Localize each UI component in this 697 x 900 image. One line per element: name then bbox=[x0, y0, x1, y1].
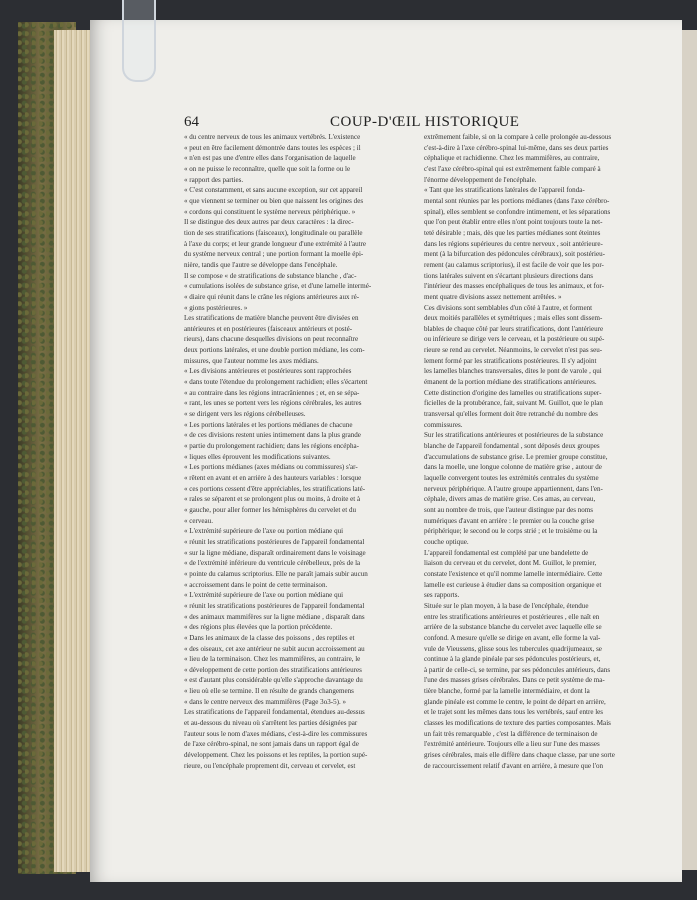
text-line: que l'on peut établir entre elles n'ont point toujours toute la net- bbox=[424, 218, 603, 227]
text-line: d'accumulations de substance grise. Le premier groupe constitue, bbox=[424, 452, 608, 461]
text-line: ses rapports. bbox=[424, 591, 460, 600]
text-line: Cette distinction d'origine des lamelles ou stratifications super- bbox=[424, 388, 602, 397]
text-line: « n'en est pas une d'entre elles dans l'organisation de laquelle bbox=[184, 154, 356, 163]
text-line: ficielles de la protubérance, fait, suivant M. Guillot, que le plan bbox=[424, 399, 603, 408]
text-line: à partir de celle-ci, se termine, par ses pédoncules antérieurs, dans bbox=[424, 665, 611, 674]
text-line: « sur la ligne médiane, disparaît ordinairement dans le voisinage bbox=[184, 548, 366, 557]
text-line: rieure, ou l'encéphale proprement dit, cerveau et cervelet, est bbox=[184, 761, 356, 770]
text-line: « partie du prolongement rachidien; dans les régions encépha- bbox=[184, 442, 359, 451]
text-line: antérieures et en postérieures (faisceaux antérieurs et posté- bbox=[184, 324, 353, 333]
text-line: c'est-à-dire à l'axe cérébro-spinal lui-même, dans ses deux parties bbox=[424, 143, 609, 152]
text-line: développement. Chez les poissons et les reptiles, la portion supé- bbox=[184, 751, 368, 760]
text-line: dans la moelle, une longue colonne de matière grise , autour de bbox=[424, 463, 602, 472]
text-line: transversal qu'elles forment doit être retranché du nombre des bbox=[424, 410, 598, 419]
text-line: L'appareil fondamental est complété par une bandelette de bbox=[424, 548, 589, 557]
text-line: « réunit les stratifications postérieures de l'appareil fondamental bbox=[184, 601, 365, 610]
text-line: « lieu où elle se termine. Il en résulte de grands changemens bbox=[184, 687, 354, 696]
text-line: nerveux périphérique. A l'autre groupe appartiennent, dans l'en- bbox=[424, 484, 603, 493]
text-line: « au contraire dans les régions intracrâniennes ; et, en se sépa- bbox=[184, 388, 360, 397]
text-line: « gauche, pour aller former les hémisphères du cervelet et du bbox=[184, 505, 356, 514]
text-line: « gions postérieures. » bbox=[184, 303, 248, 312]
text-line: glande pinéale est comme le centre, le point de départ en arrière, bbox=[424, 697, 606, 706]
text-line: « rales se séparent et se prolongent plus ou moins, à droite et à bbox=[184, 495, 361, 504]
text-line: « que viennent se terminer ou bien que naissent les origines des bbox=[184, 196, 364, 205]
right-text-column bbox=[424, 132, 646, 771]
text-line: « des régions plus élevées que la portion précédente. bbox=[184, 623, 333, 632]
text-line: confond. A mesure qu'elle se dirige en avant, elle forme la val- bbox=[424, 633, 601, 642]
text-line: céphale, divers amas de matière grise. Ces amas, au cerveau, bbox=[424, 495, 596, 504]
text-line: « peut en être facilement démontrée dans toutes les espèces ; il bbox=[184, 143, 361, 152]
text-line: les lamelles blanches transversales, dites le pont de varole , qui bbox=[424, 367, 602, 376]
text-line: « de ces divisions restent unies intimement dans la plus grande bbox=[184, 431, 361, 440]
text-line: « des animaux mammifères sur la ligne médiane , disparaît dans bbox=[184, 612, 365, 621]
text-line: « Les portions latérales et les portions médianes de chacune bbox=[184, 420, 353, 429]
text-line: « on ne puisse le reconnaître, quelle que soit la forme ou le bbox=[184, 164, 351, 173]
text-line: « liques elles éprouvent les modifications suivantes. bbox=[184, 452, 331, 461]
text-line: l'intérieur des masses encéphaliques de tous les animaux, et for- bbox=[424, 282, 604, 291]
text-line: extrêmement faible, si on la compare à celle prolongée au-dessous bbox=[424, 133, 612, 141]
text-line: ment (à la bifurcation des pédoncules cérébraux), soit postérieu- bbox=[424, 250, 605, 259]
text-line: « cordons qui constituent le système nerveux périphérique. » bbox=[184, 207, 356, 216]
text-line: « Les divisions antérieures et postérieures sont rapprochées bbox=[184, 367, 352, 376]
running-title: COUP-D'ŒIL HISTORIQUE bbox=[330, 114, 520, 130]
text-line: et le trajet sont les mêmes dans tous les vertébrés, sauf entre les bbox=[424, 708, 604, 717]
text-line: de raccourcissement relatif d'avant en arrière, à mesure que l'on bbox=[424, 761, 604, 770]
page-clip bbox=[122, 0, 156, 82]
text-line: blanche de l'appareil fondamental , sont déposés deux groupes bbox=[424, 442, 600, 451]
text-line: Ces divisions sont semblables d'un côté à l'autre, et forment bbox=[424, 303, 593, 312]
text-line: spinal), elles semblent se confondre intimement, et les séparations bbox=[424, 207, 611, 216]
text-line: laquelle convergent toutes les extrémités centrales du système bbox=[424, 474, 599, 482]
text-line: l'extrémité antérieure. Toujours elle a lieu sur l'une des masses bbox=[424, 740, 600, 749]
page-edges bbox=[54, 30, 94, 872]
text-line: classes les modifications de texture des parties composantes. Mais bbox=[424, 719, 611, 728]
facing-page-edge bbox=[682, 30, 697, 870]
text-line: « rapport des parties. bbox=[184, 175, 244, 184]
text-line: « Les portions médianes (axes médians ou commissures) s'ar- bbox=[184, 463, 358, 472]
text-line: entre les stratifications antérieures et postérieures , elle naît en bbox=[424, 612, 600, 621]
text-line: Il se compose « de stratifications de substance blanche , d'ac- bbox=[184, 271, 357, 280]
text-line: arrière de la substance blanche du cervelet avec laquelle elle se bbox=[424, 623, 602, 632]
text-line: tions latérales suivent en s'écartant plusieurs directions dans bbox=[424, 271, 593, 280]
text-line: « ces portions cessent d'être appréciables, les stratifications laté- bbox=[184, 484, 366, 493]
text-line: et au-dessous du niveau où s'arrêtent les parties désignées par bbox=[184, 719, 358, 728]
text-line: tière blanche, formé par la lamelle intermédiaire, et dont la bbox=[424, 687, 590, 696]
text-line: à l'axe du corps; et leur grande longueur d'une extrémité à l'autre bbox=[184, 239, 367, 248]
text-line: tion de ses stratifications (faisceaux), longitudinale ou parallèle bbox=[184, 228, 363, 237]
text-line: « réunit les stratifications postérieures de l'appareil fondamental bbox=[184, 537, 365, 546]
text-line: continue à la glande pinéale par ses pédoncules postérieurs, et, bbox=[424, 655, 601, 664]
text-line: céphalique et rachidienne. Chez les mammifères, au contraire, bbox=[424, 154, 600, 163]
text-line: « lieu de la terminaison. Chez les mammifères, au contraire, le bbox=[184, 655, 361, 664]
text-line: « diaire qui réunit dans le crâne les régions antérieures aux ré- bbox=[184, 292, 360, 301]
text-line: « du centre nerveux de tous les animaux vertébrés. L'existence bbox=[184, 133, 361, 141]
left-text-column bbox=[184, 132, 406, 771]
text-line: ou inférieure se dirige vers le cerveau, et la postérieure ou supé- bbox=[424, 335, 605, 344]
text-line: « L'extrémité supérieure de l'axe ou portion médiane qui bbox=[184, 527, 344, 536]
text-line: « Dans les animaux de la classe des poissons , des reptiles et bbox=[184, 633, 355, 642]
text-line: Les stratifications de matière blanche peuvent être divisées en bbox=[184, 314, 359, 323]
text-line: rieurs), dans chacune desquelles divisions on peut reconnaître bbox=[184, 335, 359, 344]
text-line: « C'est constamment, et sans aucune exception, sur cet appareil bbox=[184, 186, 363, 195]
text-line: « dans le centre nerveux des mammifères (Page 3o3-5). » bbox=[184, 697, 347, 706]
text-line: commissures. bbox=[424, 420, 463, 429]
text-line: lamelle est curieuse à étudier dans sa composition organique et bbox=[424, 580, 602, 589]
text-line: « cerveau. bbox=[184, 516, 213, 525]
text-line: rement (au calamus scriptorius), il est facile de voir que les por- bbox=[424, 260, 604, 269]
text-line: c'est l'axe cérébro-spinal qui est extrêmement faible comparé à bbox=[424, 164, 601, 173]
text-line: « pointe du calamus scriptorius. Elle ne paraît jamais subir aucun bbox=[184, 569, 368, 578]
text-line: blables de chaque côté par leurs stratifications, dont l'antérieure bbox=[424, 324, 604, 333]
text-line: Les stratifications de l'appareil fondamental, étendues au-dessus bbox=[184, 708, 365, 717]
text-line: « L'extrémité supérieure de l'axe ou portion médiane qui bbox=[184, 591, 344, 600]
text-line: lement formé par les stratifications postérieures. Il s'y adjoint bbox=[424, 356, 597, 365]
text-line: « se dirigent vers les régions cérébelleuses. bbox=[184, 410, 306, 419]
text-line: dans les régions supérieures du centre nerveux , soit antérieure- bbox=[424, 239, 603, 248]
text-line: grises cérébrales, mais elle diffère dans chaque classe, par une sorte bbox=[424, 751, 615, 760]
text-line: « des oiseaux, cet axe antérieur ne subit aucun accroissement au bbox=[184, 644, 365, 653]
text-line: deux portions latérales, et une double portion médiane, les com- bbox=[184, 346, 365, 355]
text-line: Située sur le plan moyen, à la base de l'encéphale, étendue bbox=[424, 601, 589, 610]
text-line: l'une des masses grises cérébrales. Dans ce petit système de ma- bbox=[424, 676, 605, 685]
text-line: couche optique. bbox=[424, 537, 469, 546]
text-line: « est d'autant plus considérable qu'elle s'approche davantage du bbox=[184, 676, 363, 685]
text-line: « dans toute l'étendue du prolongement rachidien; elles s'écartent bbox=[184, 378, 368, 387]
text-line: de l'axe cérébro-spinal, ne sont jamais dans un rapport égal de bbox=[184, 740, 359, 749]
text-line: « accroissement dans le point de cette terminaison. bbox=[184, 580, 328, 589]
text-line: du système nerveux central ; une portion formant la moelle épi- bbox=[184, 250, 364, 259]
text-line: vule de Vieussens, glisse sous les tubercules quadrijumeaux, se bbox=[424, 644, 602, 653]
text-line: « Tant que les stratifications latérales de l'appareil fonda- bbox=[424, 186, 585, 195]
text-line: un fait très remarquable , c'est la différence de terminaison de bbox=[424, 729, 598, 738]
text-line: numériques d'avant en arrière : le premier ou la couche grise bbox=[424, 516, 595, 525]
text-line: Il se distingue des deux autres par deux caractères : la direc- bbox=[184, 218, 354, 227]
text-line: « de l'extrémité inférieure du ventricule cérébelleux, près de la bbox=[184, 559, 361, 568]
text-line: « rêtent en avant et en arrière à des hauteurs variables : lorsque bbox=[184, 474, 362, 482]
text-line: liaison du cerveau et du cervelet, dont M. Guillot, le premier, bbox=[424, 559, 597, 568]
text-line: nière, tandis que l'autre se développe dans l'encéphale. bbox=[184, 260, 338, 269]
text-line: deux moitiés parallèles et symétriques ; mais elles sont dissem- bbox=[424, 314, 603, 323]
text-line: mental sont réunies par les portions médianes (dans l'axe cérébro- bbox=[424, 196, 610, 205]
text-line: ment quatre divisions assez nettement arrêtées. » bbox=[424, 292, 562, 301]
text-line: rieure se rend au cervelet. Néanmoins, le cervelet n'est pas seu- bbox=[424, 346, 603, 355]
text-line: « développement de cette portion des stratifications antérieures bbox=[184, 665, 362, 674]
text-line: missures, que l'auteur nomme les axes médians. bbox=[184, 356, 319, 365]
text-line: sont au nombre de trois, que l'auteur distingue par des noms bbox=[424, 505, 593, 514]
text-line: Sur les stratifications antérieures et postérieures de la substance bbox=[424, 431, 604, 440]
text-line: émanent de la portion médiane des stratifications antérieures. bbox=[424, 378, 597, 387]
text-line: l'auteur sous le nom d'axes médians, c'est-à-dire les commissures bbox=[184, 729, 368, 738]
text-line: teté désirable ; mais, dès que les parties médianes sont éteintes bbox=[424, 228, 601, 237]
text-line: « rant, les unes se portent vers les régions cérébrales, les autres bbox=[184, 399, 362, 408]
text-line: constate l'existence et qu'il nomme lamelle intermédiaire. Cette bbox=[424, 569, 603, 578]
text-line: « cumulations isolées de substance grise, et d'une lamelle intermé- bbox=[184, 282, 372, 291]
text-line: périphérique; le second ou le corps strié ; et le troisième ou la bbox=[424, 527, 598, 536]
text-line: l'énorme développement de l'encéphale. bbox=[424, 175, 537, 184]
